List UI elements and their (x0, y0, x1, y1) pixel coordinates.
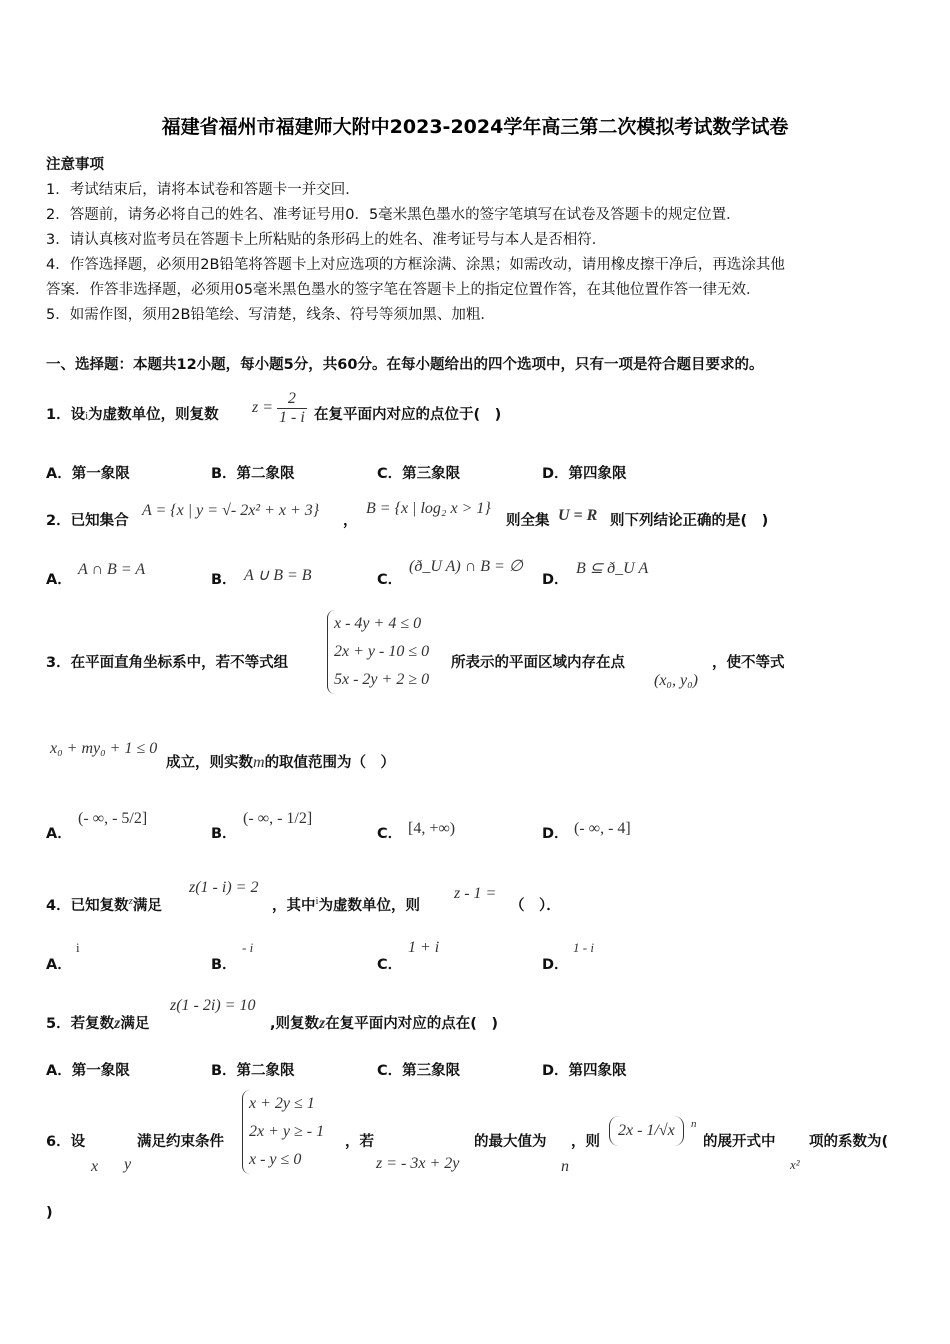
q3-label-c: C． (377, 826, 403, 842)
q4-mid: ，其中$^i$为虚数单位，则 (272, 895, 421, 914)
q3-suffix: ，使不等式 (712, 655, 785, 671)
q3-inequality: x₀ + my₀ + 1 ≤ 0 (50, 740, 158, 757)
q2-label-d: D． (542, 572, 569, 588)
q2-mid: 则全集 (506, 513, 550, 529)
q3-label-b: B． (211, 826, 237, 842)
q4-suffix: （ ）． (510, 898, 561, 914)
q2-set-b: B = {x | log₂ x > 1} (366, 500, 491, 517)
q4-label-d: D． (542, 957, 569, 973)
q6-prefix: 6．设 (46, 1134, 86, 1150)
q2-label-b: B． (211, 572, 237, 588)
q6-mid: 满足约束条件 (137, 1134, 224, 1150)
notice-item: 4．作答选择题，必须用2B铅笔将答题卡上对应选项的方框涂满、涂黑；如需改动，请用橡皮擦干净后，再选涂其他 (46, 257, 785, 273)
q2-option-b: A ∪ B = B (244, 567, 312, 584)
q6-suffix: 项的系数为( (809, 1134, 889, 1150)
page-title: 福建省福州市福建师大附中2023-2024学年高三第二次模拟考试数学试卷 (161, 116, 789, 138)
q4-option-c: 1 + i (408, 939, 440, 956)
q6-x-squared: x² (790, 1157, 800, 1172)
q1-formula: z = $\frac{2}{1 - i}$ (252, 390, 305, 426)
q3-mid: 所表示的平面区域内存在点 (451, 655, 625, 671)
q3-option-d: (- ∞, - 4] (574, 820, 631, 837)
q6-mid4: ，则 (571, 1134, 600, 1150)
section-heading: 一、选择题：本题共12小题，每小题5分，共60分。在每小题给出的四个选项中，只有一项是符合题目要求的。 (46, 357, 764, 373)
q6-objective: z = - 3x + 2y (376, 1155, 460, 1172)
q5-option-d: D．第四象限 (542, 1063, 627, 1079)
q2-prefix: 2．已知集合 (46, 513, 129, 529)
q2-set-a: A = {x | y = √- 2x² + x + 3} (142, 502, 320, 519)
q1-stem: 1．设i为虚数单位，则复数 (46, 407, 219, 423)
q3-option-b: (- ∞, - 1/2] (243, 810, 313, 827)
q3-prefix: 3．在平面直角坐标系中，若不等式组 (46, 655, 289, 671)
q3-label-a: A． (46, 826, 72, 842)
q6-mid3: 的最大值为 (474, 1134, 547, 1150)
q2-option-a: A ∩ B = A (78, 561, 146, 578)
q2-comma: ， (343, 513, 358, 529)
q3-line2: 成立，则实数m的取值范围为（ ） (166, 754, 396, 771)
q2-suffix: 则下列结论正确的是( ) (610, 513, 769, 529)
notice-item: 3．请认真核对监考员在答题卡上所粘贴的条形码上的姓名、准考证号与本人是否相符． (46, 232, 607, 248)
q2-option-d: B ⊆ ð_U A (576, 560, 649, 577)
q5-option-b: B．第二象限 (211, 1063, 295, 1079)
q6-exponent: n (691, 1118, 697, 1130)
q6-system: x + 2y ≤ 1 2x + y ≥ - 1 x - y ≤ 0 (242, 1090, 324, 1174)
q3-option-c: [4, +∞) (408, 820, 456, 837)
q1-option-d: D．第四象限 (542, 466, 627, 482)
q6-var-x: x (91, 1158, 99, 1175)
notice-heading: 注意事项 (46, 157, 104, 173)
q6-close: ) (46, 1205, 53, 1221)
q5-prefix: 5．若复数z满足 (46, 1015, 150, 1032)
q2-label-c: C． (377, 572, 403, 588)
q1-option-b: B．第二象限 (211, 466, 295, 482)
q5-suffix: ,则复数z在复平面内对应的点在( ) (270, 1015, 499, 1032)
q6-binomial: 2x - 1/√x (609, 1116, 684, 1146)
q4-option-b: - i (242, 940, 254, 955)
q1-suffix: 在复平面内对应的点位于( ) (314, 407, 502, 423)
q3-option-a: (- ∞, - 5/2] (78, 810, 148, 827)
q5-option-a: A．第一象限 (46, 1063, 130, 1079)
q2-option-c: (ð_U A) ∩ B = ∅ (409, 558, 523, 575)
notice-item: 1．考试结束后，请将本试卷和答题卡一并交回． (46, 182, 360, 198)
q5-option-c: C．第三象限 (377, 1063, 461, 1079)
q2-label-a: A． (46, 572, 72, 588)
q3-point: (x₀, y₀) (654, 672, 698, 689)
q4-prefix: 4．已知复数$^z$满足 (46, 895, 162, 914)
q5-condition: z(1 - 2i) = 10 (170, 997, 256, 1014)
q6-var-n: n (561, 1158, 569, 1175)
q6-mid5: 的展开式中 (703, 1134, 776, 1150)
q4-option-a: i (76, 940, 80, 955)
q4-condition: z(1 - i) = 2 (189, 879, 259, 896)
notice-item: 2．答题前，请务必将自己的姓名、准考证号用0．5毫米黑色墨水的签字笔填写在试卷及答题卡的规定位置． (46, 207, 741, 223)
q4-label-c: C． (377, 957, 403, 973)
q3-system: x - 4y + 4 ≤ 0 2x + y - 10 ≤ 0 5x - 2y + 2 ≥ 0 (327, 610, 429, 694)
q6-mid2: ，若 (345, 1134, 374, 1150)
q2-universe: U = R (558, 507, 598, 524)
notice-item: 5．如需作图，须用2B铅笔绘、写清楚，线条、符号等须加黑、加粗． (46, 307, 495, 323)
q4-label-b: B． (211, 957, 237, 973)
q6-var-y: y (124, 1156, 132, 1173)
q4-expression: z - 1 = (454, 885, 497, 902)
q3-label-d: D． (542, 826, 569, 842)
q4-option-d: 1 - i (573, 940, 594, 955)
q1-option-a: A．第一象限 (46, 466, 130, 482)
notice-item: 答案．作答非选择题，必须用05毫米黑色墨水的签字笔在答题卡上的指定位置作答，在其他位置作答一律无效． (46, 282, 761, 298)
q1-option-c: C．第三象限 (377, 466, 461, 482)
q4-label-a: A． (46, 957, 72, 973)
